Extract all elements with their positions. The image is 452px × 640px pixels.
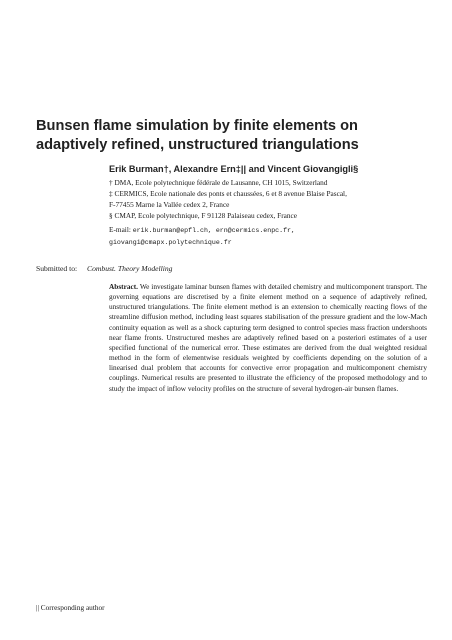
footnote: || Corresponding author — [36, 603, 105, 612]
email-label: E-mail: — [109, 224, 131, 234]
email-addresses-2[interactable]: giovangi@cmapx.polytechnique.fr — [109, 238, 232, 246]
submitted-to — [36, 264, 172, 273]
affiliation-line: ‡ CERMICS, Ecole nationale des ponts et chaussées, 6 et 8 avenue Blaise Pascal, — [109, 188, 347, 198]
email-line-2 — [109, 237, 429, 249]
email-addresses-1[interactable]: erik.burman@epfl.ch, ern@cermics.enpc.fr, — [132, 226, 295, 234]
journal-name: Combust. Theory Modelling — [87, 264, 173, 273]
affiliation-line: § CMAP, Ecole polytechnique, F 91128 Palaiseau cedex, France — [109, 210, 297, 220]
email-line — [109, 225, 429, 237]
submitted-label: Submitted to: — [36, 264, 78, 273]
affiliations — [109, 178, 429, 248]
abstract — [109, 282, 427, 394]
author-list: Erik Burman†, Alexandre Ern‡|| and Vincent Giovangigli§ — [109, 164, 359, 174]
abstract-label: Abstract. — [109, 282, 138, 291]
paper-title: Bunsen flame simulation by finite elements on adaptively refined, unstructured triangulations — [36, 118, 359, 153]
abstract-text: We investigate laminar bunsen flames with detailed chemistry and multicomponent transport. The governing equations are discretised by a finite element method on a sequence of adaptively refined, unstructured triangulations. The finite element method is an extension to chemically reacting flows of the streamline diffusion method, including least squares stabilisation of the pressure gradient and the low-Mach continuity equation as well as a shock capturing term designed to control species mass fraction undershoots near flame fronts. Unstructured meshes are adaptively refined based on a posteriori estimates of a user specified functional of the numerical error. These estimates are derived from the dual weighted residual method in the form of elementwise residuals weighted by coefficients depending on the solution of a linearised dual problem that accounts for convective error propagation and multicomponent chemistry couplings. Numerical results are presented to illustrate the efficiency of the proposed methodology and to study the impact of inflow velocity profiles on the structure of several hydrogen-air bunsen flames. — [109, 282, 427, 393]
affiliation-line: † DMA, Ecole polytechnique fédérale de Lausanne, CH 1015, Switzerland — [109, 178, 328, 187]
affiliation-line: F-77455 Marne la Vallée cedex 2, France — [109, 199, 230, 209]
